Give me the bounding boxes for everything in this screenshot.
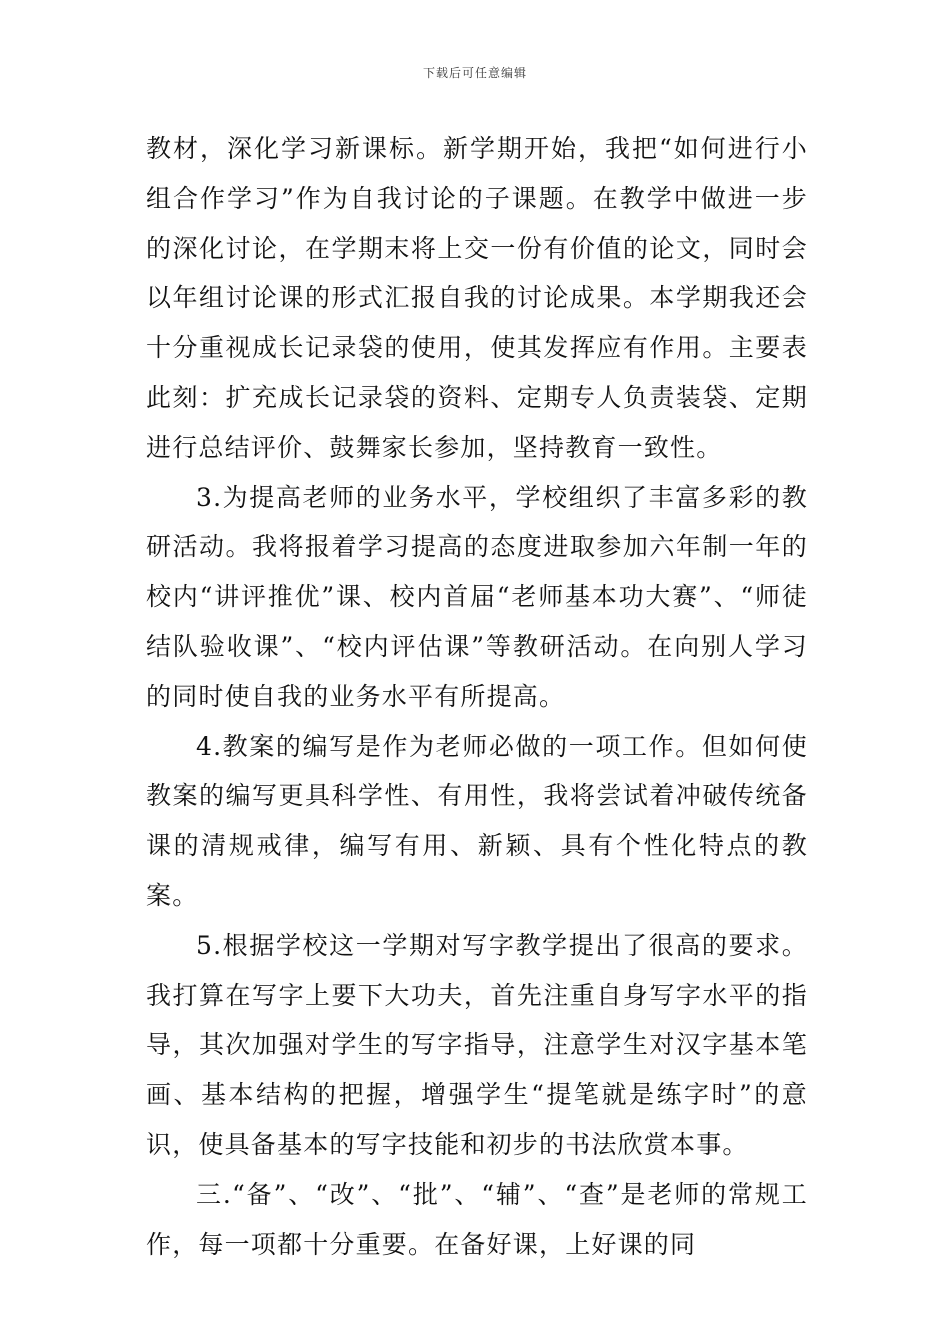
paragraph-item-4: 4.教案的编写是作为老师必做的一项工作。但如何使教案的编写更具科学性、有用性，我将尝试着冲破传统备课的清规戒律，编写有用、新颖、具有个性化特点的教案。 bbox=[146, 731, 808, 910]
paragraph-continuation: 教材，深化学习新课标。新学期开始，我把“如何进行小组合作学习”作为自我讨论的子课题。在教学中做进一步的深化讨论，在学期末将上交一份有价值的论文，同时会以年组讨论课的形式汇报自我的讨论成果。本学期我还会十分重视成长记录袋的使用，使其发挥应有作用。主要表此刻：扩充成长记录袋的资料、定期专人负责装袋、定期进行总结评价、鼓舞家长参加，坚持教育一致性。 bbox=[146, 134, 808, 462]
paragraph-item-5: 5.根据学校这一学期对写字教学提出了很高的要求。我打算在写字上要下大功夫，首先注重自身写字水平的指导，其次加强对学生的写字指导，注意学生对汉字基本笔画、基本结构的把握，增强学生“提笔就是练字时”的意识，使具备基本的写字技能和初步的书法欣赏本事。 bbox=[146, 930, 808, 1159]
paragraph-item-3: 3.为提高老师的业务水平，学校组织了丰富多彩的教研活动。我将报着学习提高的态度进取参加六年制一年的校内“讲评推优”课、校内首届“老师基本功大赛”、“师徒结队验收课”、“校内评估课”等教研活动。在向别人学习的同时使自我的业务水平有所提高。 bbox=[146, 482, 808, 711]
document-body bbox=[146, 124, 808, 1269]
paragraph-section-3: 三.“备”、“改”、“批”、“辅”、“查”是老师的常规工作，每一项都十分重要。在备好课，上好课的同 bbox=[146, 1179, 808, 1259]
page-header-note: 下载后可任意编辑 bbox=[422, 66, 527, 80]
